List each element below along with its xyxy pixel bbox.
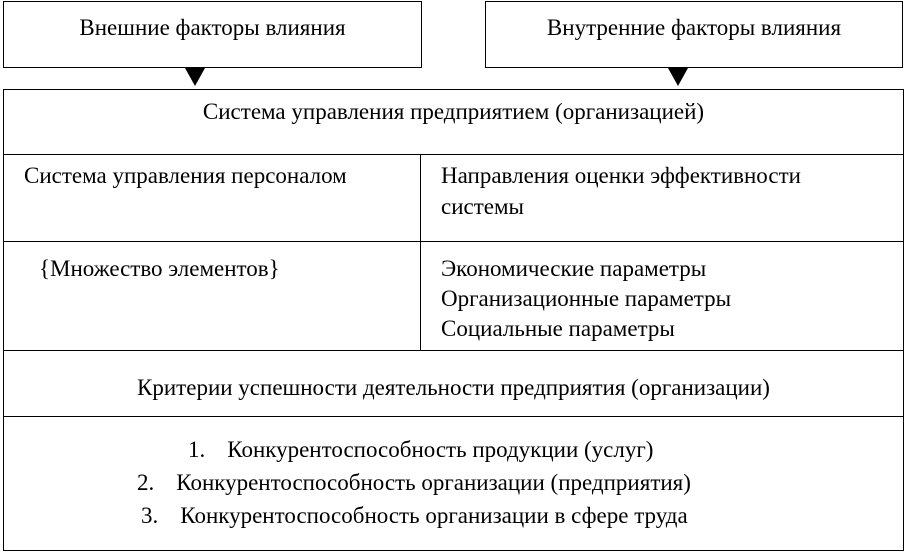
system-title: Система управления предприятием (организацией) (202, 99, 705, 124)
external-arrow-icon (185, 68, 205, 86)
external-factors-box (3, 1, 422, 68)
elements-set: {Множество элементов} (39, 256, 280, 281)
criteria-item-1 (188, 437, 653, 463)
efficiency-directions-header (441, 160, 801, 222)
criteria-item-3 (141, 503, 688, 529)
criteria-item-3-num: 3. (141, 503, 159, 528)
management-system-box (3, 89, 904, 551)
column-divider (420, 154, 421, 350)
criteria-title: Критерии успешности деятельности предприятия (организации) (137, 375, 770, 400)
external-factors-label: Внешние факторы влияния (79, 15, 346, 40)
efficiency-header-line2: системы (441, 194, 524, 219)
organizational-parameters: Организационные параметры (441, 286, 732, 311)
divider-1 (4, 154, 903, 155)
divider-4 (4, 416, 903, 417)
criteria-item-3-text: Конкурентоспособность организации в сфере труда (180, 503, 688, 528)
divider-3 (4, 350, 903, 351)
criteria-item-2 (137, 470, 691, 496)
parameters-list (441, 254, 731, 344)
internal-arrow-icon (668, 68, 688, 86)
personnel-system-header: Система управления персоналом (24, 163, 347, 188)
criteria-item-2-text: Конкурентоспособность организации (предприятия) (176, 470, 691, 495)
divider-2 (4, 241, 903, 242)
social-parameters: Социальные параметры (441, 316, 675, 341)
criteria-item-1-num: 1. (188, 437, 206, 462)
economic-parameters: Экономические параметры (441, 256, 707, 281)
internal-factors-box (485, 1, 903, 68)
efficiency-header-line1: Направления оценки эффективности (441, 163, 801, 188)
criteria-item-1-text: Конкурентоспособность продукции (услуг) (227, 437, 654, 462)
internal-factors-label: Внутренние факторы влияния (546, 15, 842, 40)
criteria-item-2-num: 2. (137, 470, 155, 495)
